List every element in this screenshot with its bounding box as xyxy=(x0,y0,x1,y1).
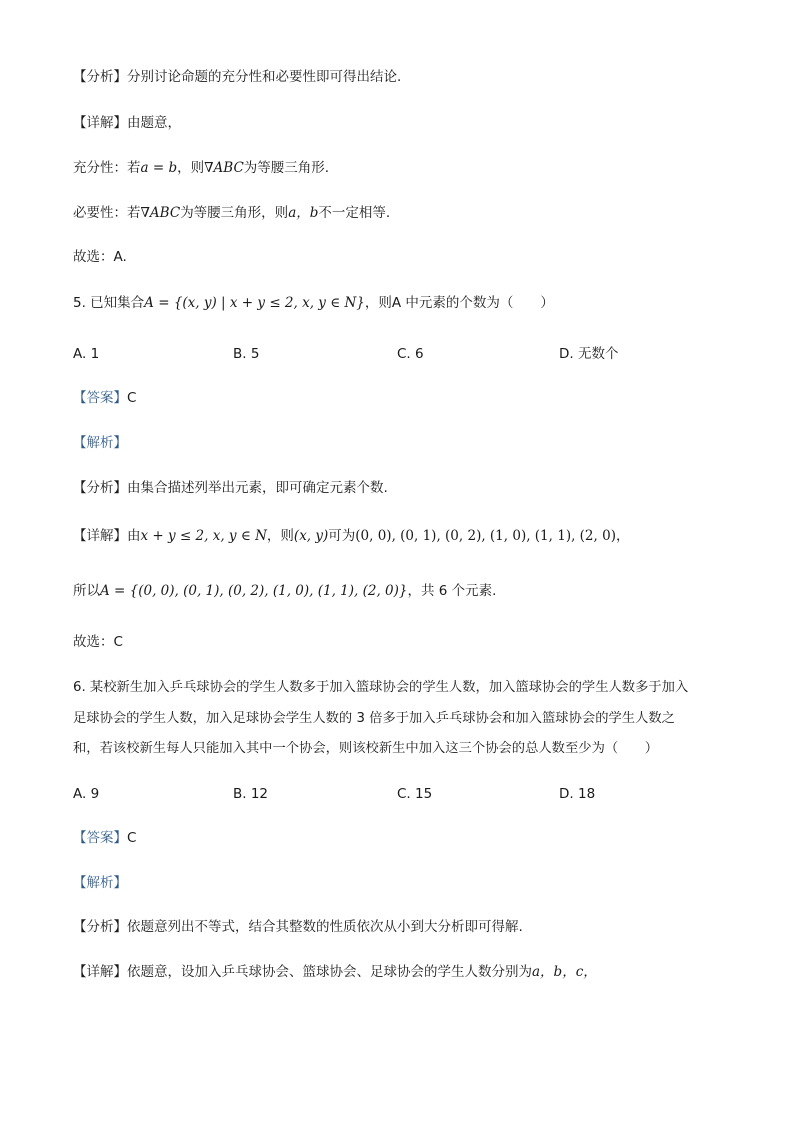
analysis-tag: 【分析】 xyxy=(73,919,127,935)
q5-option-c: C. 6 xyxy=(397,346,424,362)
q6-jiexi xyxy=(73,874,127,892)
q5-option-b: B. 5 xyxy=(233,346,260,362)
prev-analysis xyxy=(73,68,401,86)
answer-tag: 【答案】 xyxy=(73,390,127,406)
q6-stem-line-1: 6. 某校新生加入乒乓球协会的学生人数多于加入篮球协会的学生人数，加入篮球协会的学生人数多于加入 xyxy=(73,680,689,695)
answer-tag: 【答案】 xyxy=(73,830,127,846)
q5-answer xyxy=(73,389,136,407)
q6-option-b: B. 12 xyxy=(233,786,269,802)
math-expression: ∇ABC xyxy=(140,205,181,221)
q6-option-a: A. 9 xyxy=(73,786,100,802)
necessity-text: 必要性：若 xyxy=(73,205,141,221)
sufficiency-text: 充分性：若 xyxy=(73,160,141,176)
sufficiency-text: ，则 xyxy=(177,160,205,176)
detail-text: 可为 xyxy=(328,528,356,544)
q5-choice: 故选：C xyxy=(73,634,123,650)
q6-option-c: C. 15 xyxy=(397,786,433,802)
detail-text: ， xyxy=(615,528,630,544)
q6-stem-line-2: 足球协会的学生人数，加入足球协会学生人数的 3 倍多于加入乒乓球协会和加入篮球协会的学生人数之 xyxy=(73,711,675,726)
detail-tag: 【详解】 xyxy=(73,528,127,544)
q6-analysis xyxy=(73,918,523,936)
q6-answer xyxy=(73,829,136,847)
conclusion-text: 所以 xyxy=(73,583,100,599)
prev-choice: 故选：A. xyxy=(73,249,127,265)
q5-option-a: A. 1 xyxy=(73,346,100,362)
detail-text: ，则 xyxy=(266,528,294,544)
analysis-text: 分别讨论命题的充分性和必要性即可得出结论. xyxy=(127,69,402,85)
q5-analysis xyxy=(73,479,388,497)
q6-detail xyxy=(73,963,597,981)
answer-value: C xyxy=(127,830,137,846)
sufficiency-text: 为等腰三角形. xyxy=(243,160,330,176)
q5-stem xyxy=(73,294,554,312)
math-expression: ∇ABC xyxy=(204,160,244,176)
prev-necessity xyxy=(73,204,390,222)
q5-conclusion xyxy=(73,582,496,600)
conclusion-text: ，共 6 个元素. xyxy=(407,583,497,599)
jiexi-tag: 【解析】 xyxy=(73,435,127,451)
detail-tag: 【详解】 xyxy=(73,964,127,980)
math-expression: (x, y) xyxy=(293,528,329,544)
question-text: 5. 已知集合 xyxy=(73,295,145,311)
prev-detail xyxy=(73,114,181,132)
jiexi-tag: 【解析】 xyxy=(73,875,127,891)
math-expression: x + y ≤ 2, x, y ∈ N xyxy=(140,528,267,544)
q5-option-d: D. 无数个 xyxy=(559,346,619,362)
analysis-text: 依题意列出不等式，结合其整数的性质依次从小到大分析即可得解. xyxy=(127,919,523,935)
math-expression: a = b xyxy=(140,160,178,176)
q5-detail xyxy=(73,527,629,545)
detail-text: 由 xyxy=(127,528,141,544)
question-text: ，则A 中元素的个数为（ ） xyxy=(364,295,554,311)
math-expression: A = {(x, y) | x + y ≤ 2, x, y ∈ N} xyxy=(144,295,365,311)
detail-text: 依题意，设加入乒乓球协会、篮球协会、足球协会的学生人数分别为 xyxy=(127,964,532,980)
math-expression: (0, 0), (0, 1), (0, 2), (1, 0), (1, 1), (2, 0) xyxy=(355,528,616,544)
analysis-tag: 【分析】 xyxy=(73,480,127,496)
math-expression: A = {(0, 0), (0, 1), (0, 2), (1, 0), (1, 1), (2, 0)} xyxy=(100,583,408,599)
math-expression: a，b xyxy=(288,205,319,221)
necessity-text: 不一定相等. xyxy=(318,205,391,221)
math-expression: a，b，c， xyxy=(532,964,597,980)
detail-text: 由题意， xyxy=(127,115,181,131)
prev-sufficiency xyxy=(73,159,329,177)
analysis-tag: 【分析】 xyxy=(73,69,127,85)
q6-stem-line-3: 和，若该校新生每人只能加入其中一个协会，则该校新生中加入这三个协会的总人数至少为（ ） xyxy=(73,741,659,756)
analysis-text: 由集合描述列举出元素，即可确定元素个数. xyxy=(127,480,388,496)
q6-option-d: D. 18 xyxy=(559,786,596,802)
q5-jiexi xyxy=(73,434,127,452)
answer-value: C xyxy=(127,390,137,406)
necessity-text: 为等腰三角形，则 xyxy=(180,205,289,221)
detail-tag: 【详解】 xyxy=(73,115,127,131)
